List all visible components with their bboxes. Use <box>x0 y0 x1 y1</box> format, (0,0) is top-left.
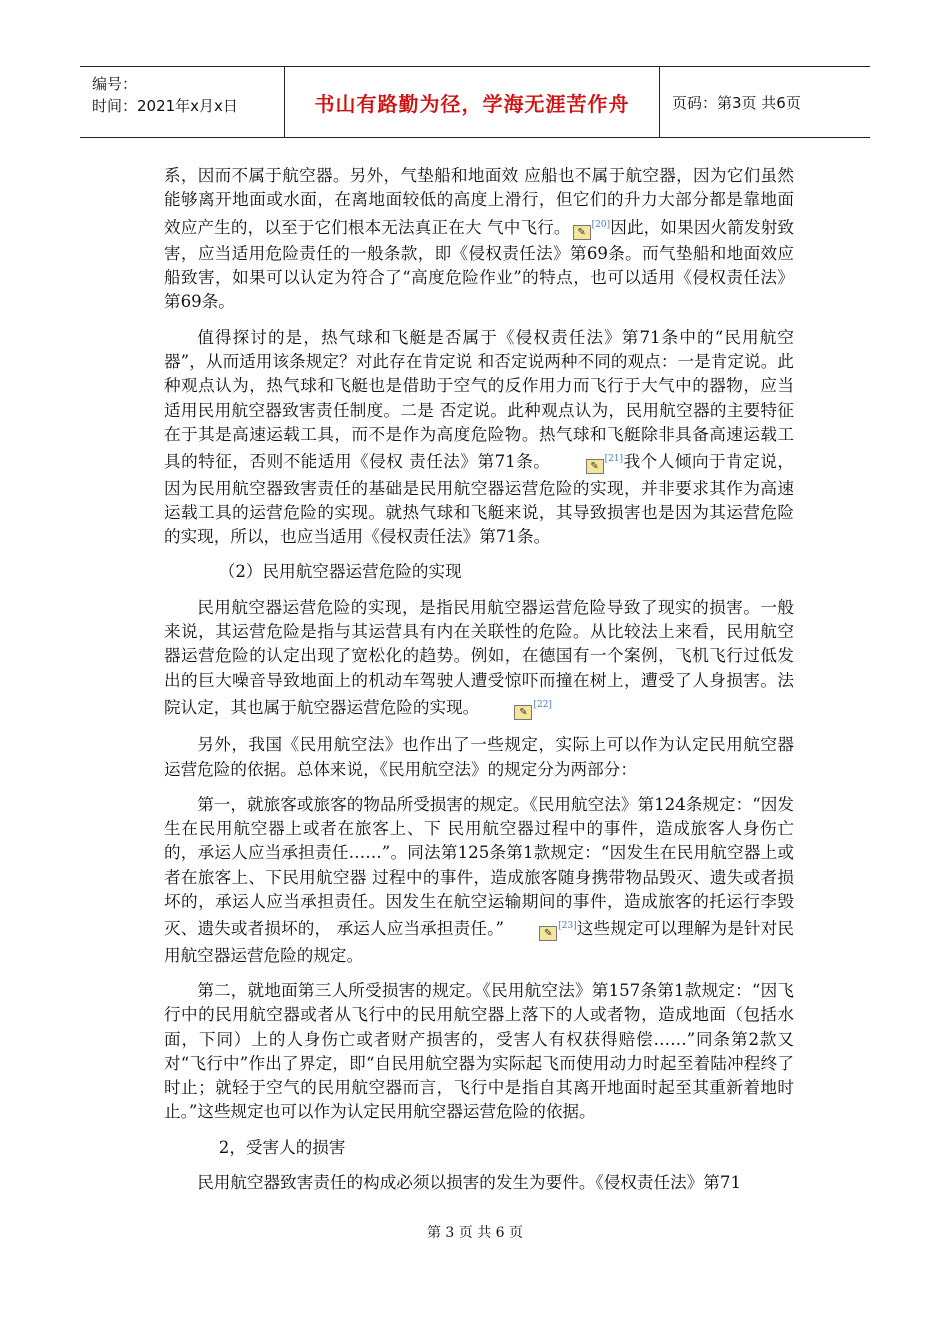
paragraph: 第一，就旅客或旅客的物品所受损害的规定。《民用航空法》第124条规定：“因发生在民用航空器上或者在旅客上、下 民用航空器过程中的事件，造成旅客人身伤亡的，承运人应当承担责任……”。同法第125条第1款规定：“因发生在民用航空器上或者在旅客上、下民用航空器 过程中的事件，造成旅客随身携带物品毁灭、遗失或者损坏的，承运人应当承担责任。因发生在航空运输期间的事件，造成旅客的托运行李毁灭、遗失或者损坏的， 承运人应当承担责任。” ✎[23]这些规定可以理解为是针对民用航空器运营危险的规定。 <box>164 794 794 965</box>
paragraph: 民用航空器致害责任的构成必须以损害的发生为要件。《侵权责任法》第71 <box>197 1172 742 1192</box>
paragraph: 系，因而不属于航空器。另外，气垫船和地面效 应船也不属于航空器，因为它们虽然能够离开地面或水面，在离地面较低的高度上滑行，但它们的升力大部分都是靠地面效应产生的，以至于它们根本无法真正在大 气中飞行。 ✎[20]因此，如果因火箭发射致害，应当适用危险责任的一般条款，即《侵权责任法》第69条。而气垫船和地面效应船致害，如果可以认定为符合了“高度危险作业”的特点，也可以适用《侵权责任法》第69条。 <box>164 166 795 312</box>
footnote-ref[interactable]: ✎[21] <box>552 447 623 476</box>
section-heading: 2，受害人的损害 <box>218 1137 346 1157</box>
note-icon: ✎ <box>514 705 532 720</box>
doc-date-label: 时间：2021年x月x日 <box>92 97 238 115</box>
document-body <box>164 164 794 1206</box>
page-footer: 第 3 页 共 6 页 <box>426 1225 524 1241</box>
paragraph: 另外，我国《民用航空法》也作出了一些规定，实际上可以作为认定民用航空器运营危险的依据。总体来说，《民用航空法》的规定分为两部分： <box>164 735 794 779</box>
paragraph: 第二，就地面第三人所受损害的规定。《民用航空法》第157条第1款规定：“因飞行中的民用航空器或者从飞行中的民用航空器上落下的人或者物，造成地面（包括水面，下同）上的人身伤亡或者财产损害的，受害人有权获得赔偿……”同条第2款又对“飞行中”作出了界定，即“自民用航空器为实际起飞而使用动力时起至着陆冲程终了时止；就轻于空气的民用航空器而言，飞行中是指自其离开地面时起至其重新着地时止。”这些规定也可以作为认定民用航空器运营危险的依据。 <box>164 980 794 1122</box>
header-page-number: 页码：第3页 共6页 <box>672 93 801 112</box>
footnote-ref[interactable]: ✎[23] <box>506 914 577 943</box>
note-icon: ✎ <box>539 926 557 941</box>
footnote-ref[interactable]: ✎[20] <box>573 213 610 242</box>
paragraph: 值得探讨的是，热气球和飞艇是否属于《侵权责任法》第71条中的“民用航空器”，从而适用该条规定？对此存在肯定说 和否定说两种不同的观点：一是肯定说。此种观点认为，热气球和飞艇也是借助于空气的反作用力而飞行于大气中的器物，应当适用民用航空器致害责任制度。二是 否定说。此种观点认为，民用航空器的主要特征在于其是高速运载工具，而不是作为高度危险物。热气球和飞艇除非具备高速运载工具的特征，否则不能适用《侵权 责任法》第71条。 ✎[21]我个人倾向于肯定说，因为民用航空器致害责任的基础是民用航空器运营危险的实现，并非要求其作为高速运载工具的运营危险的实现。就热气球和飞艇来说，其导致损害也是因为其运营危险的实现，所以，也应当适用《侵权责任法》第71条。 <box>164 327 795 547</box>
footnote-ref[interactable]: ✎[22] <box>481 693 552 722</box>
header-motto: 书山有路勤为径，学海无涯苦作舟 <box>285 67 660 137</box>
page-header <box>80 66 870 138</box>
paragraph: 民用航空器运营危险的实现，是指民用航空器运营危险导致了现实的损害。一般来说，其运营危险是指与其运营具有内在关联性的危险。从比较法上来看，民用航空器运营危险的认定出现了宽松化的趋势。例如，在德国有一个案例，飞机飞行过低发出的巨大噪音导致地面上的机动车驾驶人遭受惊吓而撞在树上，遭受了人身损害。法院认定，其也属于航空器运营危险的实现。 ✎[22] <box>164 596 794 722</box>
header-meta <box>80 67 285 137</box>
section-heading: （2）民用航空器运营危险的实现 <box>218 562 462 582</box>
doc-number-label: 编号： <box>92 75 138 93</box>
note-icon: ✎ <box>573 225 591 240</box>
note-icon: ✎ <box>586 459 604 474</box>
